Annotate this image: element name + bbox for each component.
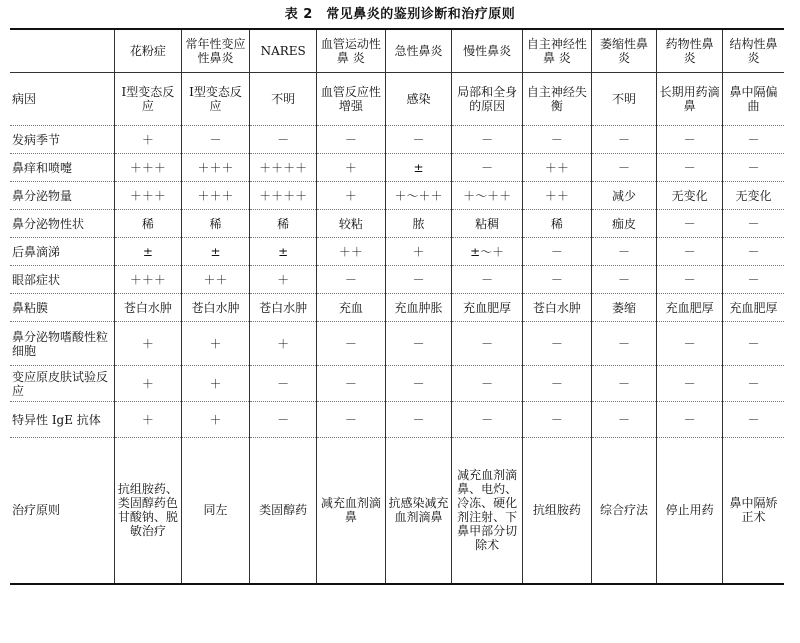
table-cell: － (250, 402, 317, 438)
table-cell: － (316, 402, 385, 438)
table-cell: － (523, 126, 592, 154)
table-cell: － (523, 322, 592, 366)
row-label: 特异性 IgE 抗体 (12, 412, 101, 427)
table-cell: － (316, 126, 385, 154)
table-cell: ± (385, 154, 452, 182)
table-cell: 无变化 (722, 182, 784, 210)
table-cell: ＋ (115, 126, 182, 154)
table-cell: － (452, 322, 523, 366)
table-cell: 抗感染减充血剂滴鼻 (385, 438, 452, 584)
table-cell: － (722, 238, 784, 266)
table-cell: － (722, 210, 784, 238)
table-cell: － (657, 154, 723, 182)
table-cell: － (316, 322, 385, 366)
table-cell: － (591, 366, 657, 402)
table-cell: 稀 (181, 210, 250, 238)
table-cell: 综合疗法 (591, 438, 657, 584)
table-cell: 不明 (591, 73, 657, 126)
row-label: 鼻痒和喷嚏 (12, 160, 73, 175)
table-cell: － (722, 366, 784, 402)
table-cell: － (591, 154, 657, 182)
table-cell: ＋ (250, 266, 317, 294)
table-cell: ＋ (181, 366, 250, 402)
table-cell: ＋＋ (523, 154, 592, 182)
table-row (10, 366, 784, 402)
header-cell: 自主神经性 鼻 炎 (523, 29, 592, 73)
table-cell: 苍白水肿 (181, 294, 250, 322)
table-cell: ＋＋＋ (115, 266, 182, 294)
header-cell: 结构性鼻 炎 (722, 29, 784, 73)
table-cell: － (657, 238, 723, 266)
table-cell: 苍白水肿 (250, 294, 317, 322)
table-cell: ＋＋＋ (115, 182, 182, 210)
row-label: 鼻分泌物性状 (12, 216, 85, 231)
table-cell: ＋ (250, 322, 317, 366)
table-cell: ＋＋ (316, 238, 385, 266)
table-cell: ＋ (316, 182, 385, 210)
table-cell: 血管反应性增强 (316, 73, 385, 126)
table-cell: － (591, 322, 657, 366)
table-cell: － (452, 266, 523, 294)
table-cell: ± (115, 238, 182, 266)
table-cell: － (316, 366, 385, 402)
header-cell: 慢性鼻炎 (452, 29, 523, 73)
table-cell: 苍白水肿 (115, 294, 182, 322)
table-cell: 充血肥厚 (452, 294, 523, 322)
table-cell: － (250, 126, 317, 154)
table-cell: 充血肥厚 (657, 294, 723, 322)
table-cell: － (385, 266, 452, 294)
table-row (10, 294, 784, 322)
table-cell: ＋ (115, 402, 182, 438)
table-cell: － (722, 154, 784, 182)
table-cell: － (181, 126, 250, 154)
table-cell: ＋ (316, 154, 385, 182)
table-cell: ＋＋＋＋ (250, 154, 317, 182)
table-cell: ＋＋＋ (181, 154, 250, 182)
table-cell: 鼻中隔偏曲 (722, 73, 784, 126)
table-cell: 不明 (250, 73, 317, 126)
table-cell: 痂皮 (591, 210, 657, 238)
table-row (10, 126, 784, 154)
table-cell: ± (181, 238, 250, 266)
table-cell: 苍白水肿 (523, 294, 592, 322)
table-cell: － (657, 126, 723, 154)
table-cell: 自主神经失衡 (523, 73, 592, 126)
table-cell: － (385, 366, 452, 402)
table-cell: － (250, 366, 317, 402)
table-cell: 稀 (115, 210, 182, 238)
table-row (10, 73, 784, 126)
table-cell: ＋＋ (523, 182, 592, 210)
table-cell: － (722, 126, 784, 154)
table-cell: ＋～＋＋ (385, 182, 452, 210)
table-cell: 抗组胺药 (523, 438, 592, 584)
table-cell: 稀 (523, 210, 592, 238)
table-cell: 减少 (591, 182, 657, 210)
table-body (10, 73, 784, 584)
table-cell: － (591, 238, 657, 266)
table-cell: 感染 (385, 73, 452, 126)
table-cell: － (722, 322, 784, 366)
table-cell: 较粘 (316, 210, 385, 238)
header-cell: 药物性鼻 炎 (657, 29, 723, 73)
header-cell: NARES (250, 29, 317, 73)
table-cell: ± (250, 238, 317, 266)
table-cell: 萎缩 (591, 294, 657, 322)
table-cell: － (657, 322, 723, 366)
table-cell: － (385, 402, 452, 438)
table-cell: 无变化 (657, 182, 723, 210)
table-cell: Ⅰ型变态反应 (115, 73, 182, 126)
row-label: 后鼻滴涕 (12, 244, 61, 259)
table-cell: ±～＋ (452, 238, 523, 266)
row-label: 眼部症状 (12, 272, 61, 287)
header-cell: 萎缩性鼻 炎 (591, 29, 657, 73)
header-cell-empty (10, 29, 115, 73)
table-title: 表 2 常见鼻炎的鉴别诊断和治疗原则 (284, 7, 516, 22)
table-row (10, 266, 784, 294)
table-cell: ＋＋＋ (115, 154, 182, 182)
table-cell: － (523, 402, 592, 438)
table-cell: ＋＋＋＋ (250, 182, 317, 210)
table-row (10, 182, 784, 210)
header-row (10, 29, 784, 73)
table-row (10, 210, 784, 238)
header-cell: 花粉症 (115, 29, 182, 73)
table-cell: ＋ (115, 366, 182, 402)
table-cell: － (452, 154, 523, 182)
row-label: 鼻分泌物嗜酸性粒细胞 (12, 329, 109, 358)
table-cell: 充血 (316, 294, 385, 322)
header-cell: 急性鼻炎 (385, 29, 452, 73)
table-cell: ＋～＋＋ (452, 182, 523, 210)
table-cell: － (452, 126, 523, 154)
row-label: 鼻粘膜 (12, 300, 49, 315)
table-cell: － (591, 402, 657, 438)
table-cell: － (452, 366, 523, 402)
table-cell: ＋ (181, 402, 250, 438)
table-cell: 局部和全身的原因 (452, 73, 523, 126)
table-cell: 停止用药 (657, 438, 723, 584)
table-cell: 充血肥厚 (722, 294, 784, 322)
table-cell: 充血肿胀 (385, 294, 452, 322)
table-cell: － (657, 266, 723, 294)
table-cell: 长期用药滴鼻 (657, 73, 723, 126)
table-cell: 稀 (250, 210, 317, 238)
table-row (10, 154, 784, 182)
table-cell: － (591, 126, 657, 154)
row-label: 发病季节 (12, 132, 61, 147)
table-cell: － (722, 266, 784, 294)
table-row (10, 402, 784, 438)
table-row (10, 322, 784, 366)
table-cell: 同左 (181, 438, 250, 584)
table-cell: 减充血剂滴鼻、电灼、冷冻、硬化剂注射、下鼻甲部分切除术 (452, 438, 523, 584)
table-cell: － (657, 402, 723, 438)
table-cell: 粘稠 (452, 210, 523, 238)
rhinitis-comparison-table (10, 28, 790, 585)
table-row (10, 438, 784, 584)
header-cell: 常年性变应性鼻炎 (181, 29, 250, 73)
table-cell: ＋＋ (181, 266, 250, 294)
table-cell: 类固醇药 (250, 438, 317, 584)
table-cell: － (316, 266, 385, 294)
table-cell: － (722, 402, 784, 438)
table-cell: － (523, 238, 592, 266)
table-cell: － (657, 366, 723, 402)
table-cell: － (523, 266, 592, 294)
table-cell: － (385, 126, 452, 154)
table-cell: － (523, 366, 592, 402)
table-cell: 脓 (385, 210, 452, 238)
table-cell: － (385, 322, 452, 366)
table-cell: ＋＋＋ (181, 182, 250, 210)
table-row (10, 238, 784, 266)
table-cell: － (452, 402, 523, 438)
row-label: 鼻分泌物量 (12, 188, 73, 203)
table-cell: － (657, 210, 723, 238)
row-label: 病因 (12, 92, 37, 106)
table-cell: ＋ (385, 238, 452, 266)
table-cell: ＋ (115, 322, 182, 366)
row-label: 变应原皮肤试验反应 (12, 369, 109, 398)
table-cell: － (591, 266, 657, 294)
table-cell: ＋ (181, 322, 250, 366)
table-cell: 抗组胺药、类固醇药色甘酸钠、脱敏治疗 (115, 438, 182, 584)
table-cell: Ⅰ型变态反应 (181, 73, 250, 126)
row-label: 治疗原则 (12, 503, 61, 518)
header-cell: 血管运动性 鼻 炎 (316, 29, 385, 73)
table-cell: 减充血剂滴鼻 (316, 438, 385, 584)
table-cell: 鼻中隔矫正术 (722, 438, 784, 584)
